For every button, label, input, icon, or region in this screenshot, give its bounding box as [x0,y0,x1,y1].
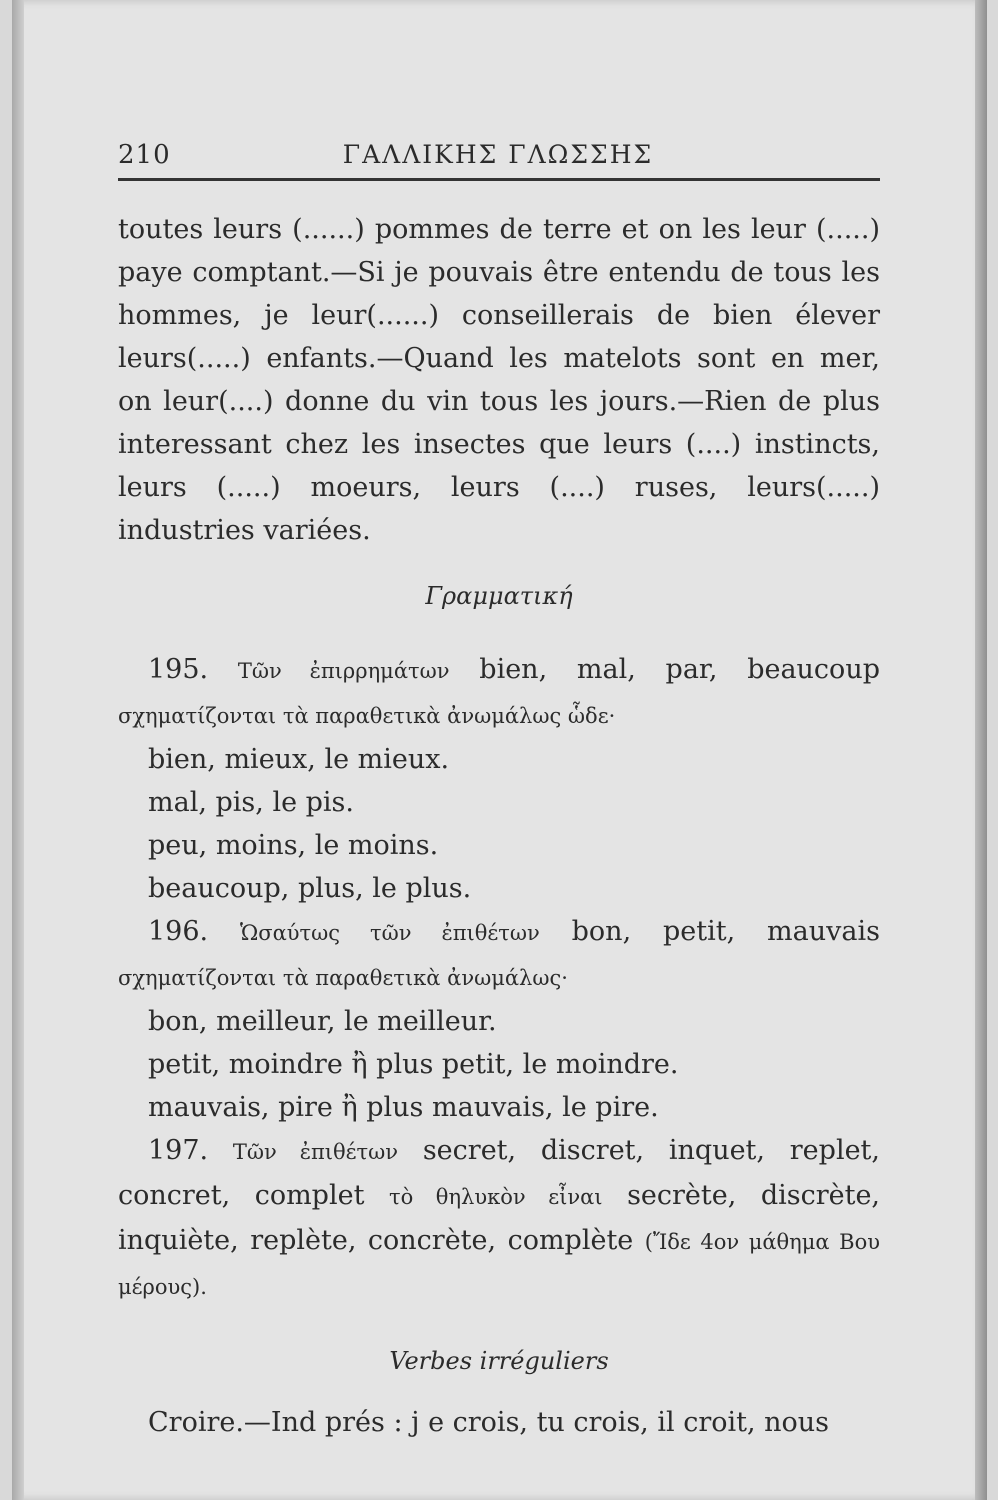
rule-196-form: bon, meilleur, le meilleur. [148,1006,497,1037]
rule-195-form: bien, mieux, le mieux. [148,744,450,775]
rule-195-number: 195. [148,654,209,685]
grammar-heading: Γραμματική [425,582,573,610]
rule-195 [118,648,880,738]
rule-197 [118,1129,880,1309]
rule-195-form: peu, moins, le moins. [148,830,439,861]
rule-196 [118,910,880,1000]
rule-196-words: bon, petit, mauvais [571,916,880,947]
rule-195-greek-outro: σχηματίζονται τὰ παραθετικὰ ἀνωμάλως ὧδε· [118,704,616,728]
rule-196-form: mauvais, pire ἢ plus mauvais, le pire. [148,1092,659,1123]
rule-196-number: 196. [148,916,209,947]
page-left-edge [12,0,24,1500]
rule-197-greek-mid: τὸ θηλυκὸν εἶναι [388,1185,603,1209]
exercise-paragraph: toutes leurs (......) pommes de terre et on les leur (.....) paye comptant.—Si je pouvais être entendu de tous les hommes, je leur(......) conseillerais de bien élever leurs(.....) enfants.—Quand les matelots sont en mer, on leur(....) donne du vin tous les jours.—Rien de plus interessant chez les insectes que leurs (....) instincts, leurs (.....) moeurs, leurs (....) ruses, leurs(.....) industries variées. [118,214,880,546]
page-body [118,208,880,1444]
rule-197-number: 197. [148,1135,209,1166]
header-rule [118,178,880,181]
rule-197-feminine-forms: secrète, discrète, inquiète, replète, concrète, complète [118,1180,881,1256]
running-title: ΓΑΛΛΙΚΗΣ ΓΛΩΣΣΗΣ [342,140,654,169]
rule-195-greek-intro: Τῶν ἐπιρρημάτων [237,659,450,683]
rule-196-greek-intro: Ὡσαύτως τῶν ἐπιθέτων [239,921,540,945]
rule-195-form: beaucoup, plus, le plus. [148,873,472,904]
croire-line: Croire.—Ind prés : j e crois, tu crois, il croit, nous [148,1407,830,1438]
rule-197-greek-intro: Τῶν ἐπιθέτων [232,1140,399,1164]
rule-195-form: mal, pis, le pis. [148,787,354,818]
rule-197-words: secret, discret, inquet, replet, concret, complet [118,1135,880,1211]
verbs-heading: Verbes irréguliers [389,1347,609,1375]
page-header [118,140,878,180]
rule-196-form: petit, moindre ἢ plus petit, le moindre. [148,1049,679,1080]
page-right-edge [975,0,987,1500]
rule-197-reference: (Ἴδε 4ον μάθημα Βου μέρους). [118,1230,880,1299]
rule-196-greek-outro: σχηματίζονται τὰ παραθετικὰ ἀνωμάλως· [118,966,568,990]
rule-195-words: bien, mal, par, beaucoup [479,654,880,685]
page-number: 210 [118,140,171,170]
